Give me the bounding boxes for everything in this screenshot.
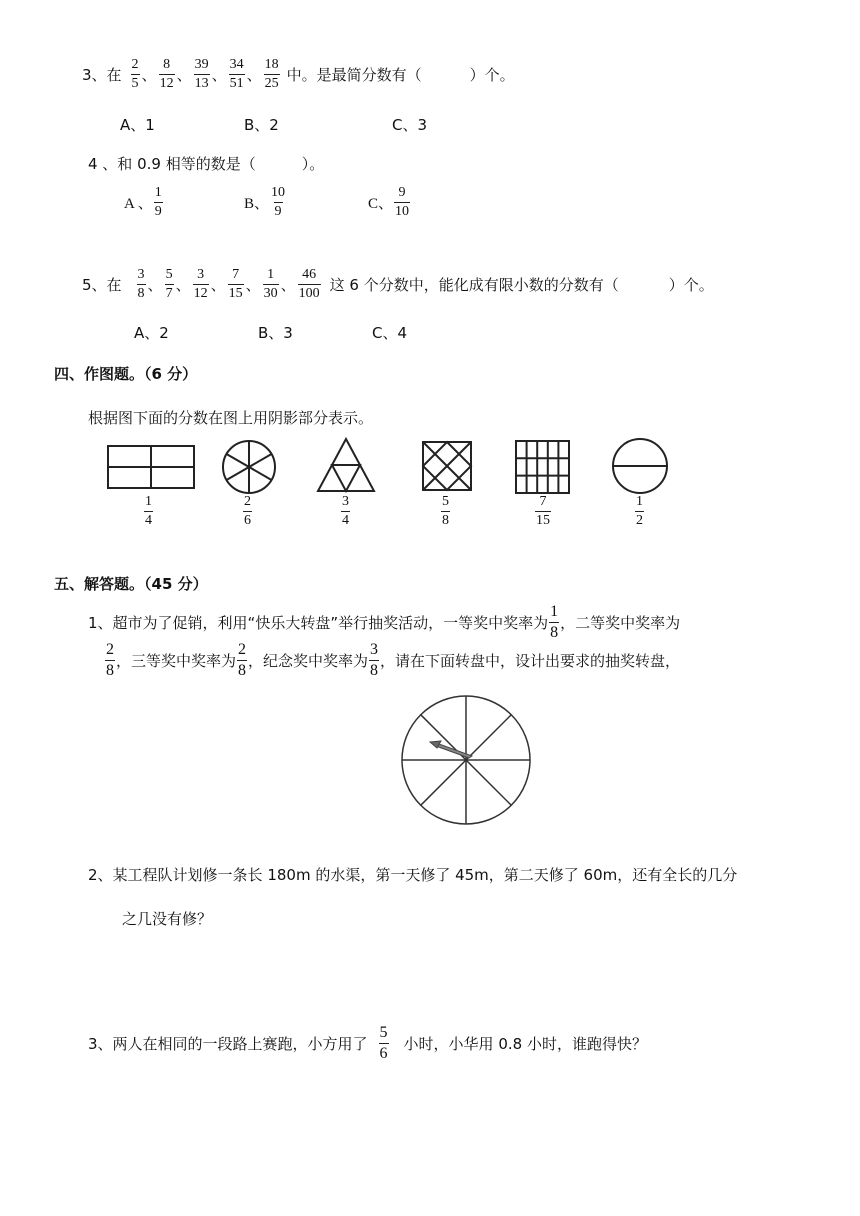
- q5-option-a: A、2: [134, 324, 169, 342]
- q3-option-c: C、3: [392, 116, 428, 134]
- fraction: $\frac{5}{8}$: [442, 494, 449, 528]
- fraction: $\frac{3}{12}$: [193, 267, 208, 301]
- fraction: $\frac{39}{13}$: [194, 57, 209, 91]
- problem-1-text: ，三等奖中奖率为: [116, 652, 237, 670]
- problem-1-text: ，请在下面转盘中，设计出要求的抽奖转盘，: [380, 652, 681, 670]
- q5-option-c: C、4: [372, 324, 408, 342]
- fraction: $\frac{2}{8}$: [106, 641, 114, 679]
- problem-1-line-2: [104, 642, 680, 679]
- separator: 、: [246, 66, 262, 84]
- fraction: $\frac{1}{2}$: [636, 494, 643, 528]
- q5-stem-tail: 这 6 个分数中，能化成有限小数的分数有（: [329, 276, 619, 294]
- circle-six-figure[interactable]: [223, 441, 275, 493]
- q3-option-b: B、2: [244, 116, 279, 134]
- fraction: $\frac{34}{51}$: [229, 57, 244, 91]
- fraction: $\frac{2}{5}$: [131, 57, 139, 91]
- problem-1-line-1: [88, 604, 680, 641]
- fraction: $\frac{1}{9}$: [154, 185, 162, 219]
- problem-3-text: 3、两人在相同的一段路上赛跑，小方用了: [88, 1035, 368, 1053]
- fraction: $\frac{1}{30}$: [263, 267, 278, 301]
- separator: 、: [141, 66, 157, 84]
- section-5-title: 五、解答题。（45 分）: [54, 575, 208, 593]
- q4-stem: 4 、和 0.9 相等的数是（: [88, 155, 256, 173]
- q3-stem-tail: 中。是最简分数有（: [286, 66, 422, 84]
- separator: 、: [280, 276, 296, 294]
- fraction: $\frac{5}{7}$: [165, 267, 173, 301]
- fraction: $\frac{1}{8}$: [550, 603, 559, 641]
- fraction: $\frac{8}{12}$: [159, 57, 174, 91]
- fraction: $\frac{2}{8}$: [238, 641, 247, 679]
- q3-stem-end: ）个。: [469, 66, 515, 84]
- separator: 、: [210, 276, 226, 294]
- circle-two-figure[interactable]: [613, 439, 667, 493]
- problem-3: [88, 1025, 647, 1062]
- fraction: $\frac{7}{15}$: [536, 494, 550, 528]
- separator: 、: [176, 66, 192, 84]
- option-label: B、: [244, 196, 270, 212]
- problem-1-text: ，纪念奖中奖率为: [248, 652, 369, 670]
- separator: 、: [211, 66, 227, 84]
- fraction: $\frac{46}{100}$: [298, 267, 320, 301]
- square-eight-figure[interactable]: [423, 442, 471, 490]
- problem-3-text: 小时，小华用 0.8 小时，谁跑得快？: [403, 1035, 647, 1053]
- fraction: $\frac{10}{9}$: [271, 185, 286, 219]
- grid-fifteen-figure[interactable]: [516, 441, 569, 493]
- section-4-title: 四、作图题。（6 分）: [54, 365, 198, 383]
- fraction: $\frac{3}{8}$: [137, 267, 145, 301]
- separator: 、: [245, 276, 261, 294]
- section-4-instruction: 根据图下面的分数在图上用阴影部分表示。: [88, 409, 374, 427]
- fraction: $\frac{3}{4}$: [342, 494, 349, 528]
- option-label: A 、: [124, 196, 153, 212]
- problem-1-text: ，二等奖中奖率为: [560, 614, 681, 632]
- separator: 、: [147, 276, 163, 294]
- fraction: $\frac{1}{4}$: [145, 494, 152, 528]
- spinner-wheel[interactable]: [396, 690, 536, 830]
- q3-option-a: A、1: [120, 116, 155, 134]
- fraction: $\frac{2}{6}$: [244, 494, 251, 528]
- fraction: $\frac{9}{10}$: [395, 185, 410, 219]
- option-label: C、: [368, 196, 394, 212]
- separator: 、: [175, 276, 191, 294]
- triangle-figure[interactable]: [318, 439, 374, 491]
- problem-1-text: 1、超市为了促销，利用“快乐大转盘”举行抽奖活动，一等奖中奖率为: [88, 614, 549, 632]
- q3-number: 3、在: [82, 66, 122, 84]
- problem-2-line-2: 之几没有修？: [122, 910, 213, 928]
- q5-number: 5、在: [82, 276, 122, 294]
- fraction: $\frac{5}{6}$: [379, 1024, 388, 1062]
- q5-stem-end: ）个。: [668, 276, 714, 294]
- fraction: $\frac{3}{8}$: [370, 641, 379, 679]
- rectangle-figure[interactable]: [108, 446, 194, 488]
- fraction: $\frac{7}{15}$: [228, 267, 243, 301]
- q5-option-b: B、3: [258, 324, 293, 342]
- q4-stem-end: ）。: [301, 155, 325, 173]
- fraction: $\frac{18}{25}$: [264, 57, 279, 91]
- problem-2-line-1: 2、某工程队计划修一条长 180m 的水渠，第一天修了 45m，第二天修了 60m，还有全长的几分: [88, 866, 738, 884]
